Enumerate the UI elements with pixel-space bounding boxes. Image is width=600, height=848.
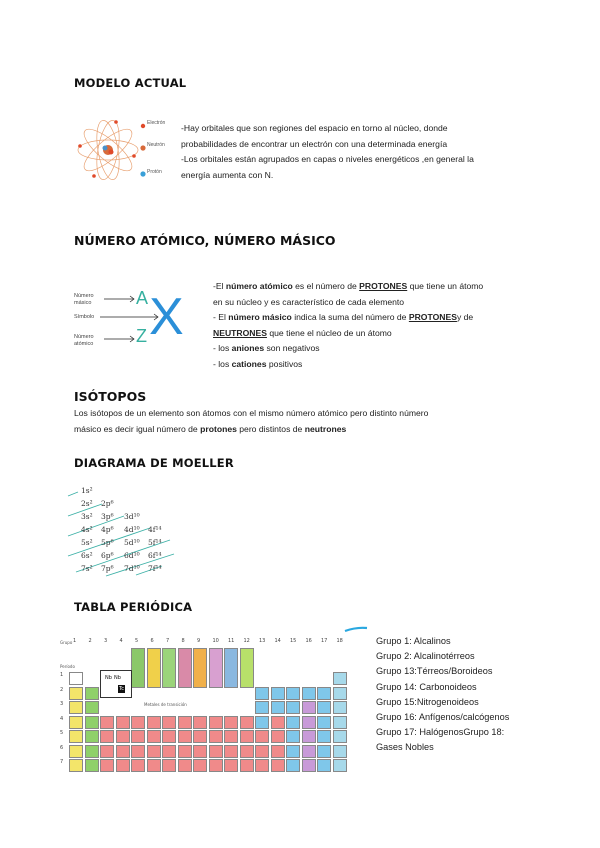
element-cell: [100, 730, 114, 743]
group-column-block: [178, 648, 192, 688]
element-cell: [85, 701, 99, 714]
group-number: 1: [73, 638, 77, 644]
text-bold: cationes: [231, 358, 267, 369]
element-cell: [333, 730, 347, 743]
group-item: Grupo 2: Alcalinotérreos: [376, 651, 475, 662]
element-cell: [178, 730, 192, 743]
text-underlined: PROTONES: [408, 312, 457, 322]
element-cell: [317, 687, 331, 700]
text-run: másico es decir igual número de: [74, 423, 201, 434]
element-cell: [178, 716, 192, 729]
section-title-isotopos: ISÓTOPOS: [74, 389, 147, 404]
period-number: 2: [60, 686, 64, 693]
numero-line-3: [213, 310, 543, 326]
label-line: másico: [74, 300, 92, 306]
group-number: 15: [290, 638, 297, 644]
blue-marker: [343, 626, 369, 634]
element-cell: [302, 730, 316, 743]
element-cell: [302, 745, 316, 758]
period-number: 4: [60, 715, 64, 722]
element-cell: [209, 716, 223, 729]
element-cell: [317, 701, 331, 714]
element-cell: [255, 716, 269, 729]
label-simbolo: Símbolo: [74, 314, 95, 320]
atom-model-diagram: [66, 110, 186, 190]
element-cell: [333, 672, 347, 685]
element-cell: [271, 701, 285, 714]
label-line: Número: [74, 293, 94, 299]
element-cell: [100, 745, 114, 758]
legend-key-symbol: Nb: [105, 675, 112, 681]
element-cell: [100, 759, 114, 772]
group-column-block: [147, 648, 161, 688]
element-cell: [131, 730, 145, 743]
period-number: 5: [60, 730, 64, 736]
element-cell: [286, 687, 300, 700]
element-cell: [333, 701, 347, 714]
element-cell: [193, 759, 207, 772]
group-column-block: [193, 648, 207, 688]
moeller-3p: 3p⁶: [101, 512, 114, 521]
element-cell: [209, 759, 223, 772]
element-cell: [147, 745, 161, 758]
group-number: 8: [181, 638, 185, 644]
group-number: 16: [305, 638, 312, 644]
element-cell: [240, 759, 254, 772]
element-cell: [255, 759, 269, 772]
group-number: 6: [150, 638, 154, 644]
element-cell: [333, 716, 347, 729]
element-cell: [116, 730, 130, 743]
moeller-5d: 5d¹⁰: [124, 538, 140, 547]
legend-key-symbol: Nb: [114, 675, 121, 681]
element-cell: [69, 701, 83, 714]
group-number: 18: [336, 638, 343, 644]
element-cell: [317, 716, 331, 729]
modelo-line: probabilidades de encontrar un electrón con una determinada energía: [181, 138, 448, 149]
label-numero-masico: [74, 293, 94, 307]
text-run: son negativos: [264, 343, 320, 353]
element-cell: [69, 745, 83, 758]
element-cell: [271, 745, 285, 758]
element-cell: [193, 730, 207, 743]
element-cell: [162, 745, 176, 758]
element-cell: [69, 759, 83, 772]
section-title-numero: NÚMERO ATÓMICO, NÚMERO MÁSICO: [74, 233, 336, 248]
text-run: que tiene un átomo: [407, 281, 484, 291]
text-bold: neutrones: [304, 423, 347, 434]
element-cell: [147, 730, 161, 743]
text-bold: protones: [200, 423, 237, 434]
text-bold: aniones: [231, 343, 265, 353]
element-cell: [286, 759, 300, 772]
periodic-table-image: [60, 636, 360, 765]
group-number: 10: [212, 638, 219, 644]
group-number: 2: [88, 638, 92, 644]
element-cell: [271, 730, 285, 743]
element-cell: [116, 745, 130, 758]
group-number: 17: [321, 638, 328, 644]
text-bold: número atómico: [225, 281, 293, 291]
element-cell: [302, 759, 316, 772]
moeller-5f: 5f¹⁴: [148, 538, 162, 547]
group-item: Grupo 14: Carbonoideos: [376, 681, 477, 692]
element-cell: [286, 745, 300, 758]
element-cell: [178, 759, 192, 772]
moeller-6f: 6f¹⁴: [148, 551, 162, 560]
element-cell: [131, 759, 145, 772]
label-line: atómico: [74, 341, 94, 347]
element-cell: [131, 745, 145, 758]
element-cell: [178, 745, 192, 758]
element-cell: [255, 730, 269, 743]
element-cell: [193, 745, 207, 758]
moeller-3s: 3s²: [81, 512, 93, 521]
moeller-4p: 4p⁶: [101, 525, 114, 534]
isotopos-line-2: [74, 422, 554, 438]
element-cell: [302, 701, 316, 714]
groups-list: [376, 634, 576, 756]
moeller-5s: 5s²: [81, 538, 93, 547]
group-column-block: [240, 648, 254, 688]
text-run: que tiene el núcleo de un átomo: [266, 327, 392, 338]
label-line: Número: [74, 334, 94, 340]
element-cell: [224, 745, 238, 758]
moeller-7s: 7s²: [81, 564, 93, 573]
group-number: 5: [135, 638, 139, 644]
element-cell: [85, 759, 99, 772]
isotopos-text: [74, 406, 554, 437]
group-column-block: [209, 648, 223, 688]
text-run: positivos: [266, 358, 303, 369]
element-cell: [271, 716, 285, 729]
moeller-6p: 6p⁶: [101, 551, 114, 560]
numero-line-2: en su núcleo y es característico de cada elemento: [213, 296, 405, 307]
element-cell: [85, 745, 99, 758]
group-item: Grupo 1: Alcalinos: [376, 636, 451, 646]
text-bold: número másico: [228, 312, 292, 322]
moeller-1s: 1s²: [81, 486, 93, 495]
section-title-modelo: MODELO ACTUAL: [74, 76, 187, 90]
element-cell: [224, 730, 238, 743]
modelo-line: -Hay orbitales que son regiones del espacio en torno al núcleo, donde: [181, 123, 448, 133]
group-item: Grupo 16: Anfígenos/calcógenos: [376, 712, 510, 723]
group-item: Grupo 17: HalógenosGrupo 18:: [376, 727, 505, 738]
element-cell: [116, 759, 130, 772]
element-cell: [85, 716, 99, 729]
element-cell: [255, 687, 269, 700]
element-cell: [193, 716, 207, 729]
element-cell: [162, 730, 176, 743]
group-number: 14: [274, 638, 281, 644]
element-cell: [271, 759, 285, 772]
modelo-line: energía aumenta con N.: [181, 169, 274, 180]
moeller-2p: 2p⁶: [101, 499, 114, 508]
element-cell: [302, 716, 316, 729]
moeller-4s: 4s²: [81, 525, 93, 534]
moeller-6d: 6d¹⁰: [124, 551, 140, 560]
text-run: - El: [213, 312, 229, 322]
group-item: Grupo 15:Nitrogenoideos: [376, 696, 479, 707]
group-header-label: Grupo: [60, 640, 73, 645]
element-cell: [69, 687, 83, 700]
element-cell: [317, 745, 331, 758]
moeller-7p: 7p⁶: [101, 564, 114, 573]
legend-electron: Electrón: [147, 120, 166, 126]
text-run: indica la suma del número de: [291, 312, 409, 322]
text-run: y de: [456, 312, 474, 322]
group-column-block: [224, 648, 238, 688]
element-cell: [317, 730, 331, 743]
element-cell: [209, 730, 223, 743]
transition-label: Metales de transición: [144, 702, 187, 707]
group-number: 12: [243, 638, 250, 644]
element-cell: [286, 716, 300, 729]
symbol-x: X: [149, 288, 184, 346]
element-cell: [162, 759, 176, 772]
legend-neutron: Neutrón: [147, 142, 165, 148]
text-run: -El: [213, 281, 226, 291]
element-cell: [333, 745, 347, 758]
numero-line-1: [213, 279, 543, 295]
legend-key-box: [100, 670, 132, 698]
group-column-block: [162, 648, 176, 688]
text-run: es el número de: [292, 281, 360, 291]
element-cell: [286, 730, 300, 743]
text-run: pero distintos de: [236, 423, 305, 434]
text-underlined: NEUTRONES: [213, 327, 267, 338]
symbol-z: Z: [136, 326, 147, 346]
isotopos-line-1: Los isótopos de un elemento son átomos con el mismo número atómico pero distinto número: [74, 408, 429, 418]
element-cell: [302, 687, 316, 700]
group-number: 4: [119, 638, 123, 644]
period-header-label: Período: [60, 664, 75, 669]
element-cell: [116, 716, 130, 729]
period-number: 6: [60, 744, 64, 751]
label-numero-atomico: [74, 334, 94, 348]
group-item: Grupo 13:Térreos/Boroideos: [376, 666, 493, 677]
moeller-6s: 6s²: [81, 551, 93, 560]
section-title-tabla: TABLA PERIÓDICA: [74, 600, 193, 614]
legend-key-symbol: Tc: [119, 686, 124, 692]
element-cell: [240, 716, 254, 729]
section-title-moeller: DIAGRAMA DE MOELLER: [74, 456, 234, 470]
element-cell: [240, 745, 254, 758]
element-cell: [131, 716, 145, 729]
moeller-3d: 3d¹⁰: [124, 512, 140, 521]
element-cell: [85, 730, 99, 743]
numero-line-4: [213, 326, 543, 342]
legend-proton: Protón: [147, 169, 162, 175]
group-column-block: [131, 648, 145, 688]
group-number: 9: [197, 638, 201, 644]
group-item: Gases Nobles: [376, 742, 434, 753]
text-run: - los: [213, 343, 232, 353]
element-cell: [100, 716, 114, 729]
element-cell: [333, 687, 347, 700]
element-cell: [333, 759, 347, 772]
numero-line-6: [213, 357, 543, 373]
modelo-line: -Los orbitales están agrupados en capas o niveles energéticos ,en general la: [181, 154, 474, 164]
element-cell: [255, 745, 269, 758]
moeller-7d: 7d¹⁰: [124, 564, 140, 573]
element-cell: [271, 687, 285, 700]
moeller-2s: 2s²: [81, 499, 93, 508]
numero-text: [213, 279, 543, 372]
moeller-7f: 7f¹⁴: [148, 564, 162, 573]
element-cell: [317, 759, 331, 772]
numero-line-5: [213, 341, 543, 357]
moeller-4f: 4f¹⁴: [148, 525, 162, 534]
group-number: 13: [259, 638, 266, 644]
group-number: 11: [228, 638, 235, 644]
period-number: 3: [60, 701, 64, 707]
element-cell: [162, 716, 176, 729]
element-cell: [209, 745, 223, 758]
group-number: 3: [104, 638, 108, 644]
element-cell: [85, 687, 99, 700]
element-cell: [69, 672, 83, 685]
element-cell: [224, 716, 238, 729]
modelo-text: [181, 121, 541, 183]
element-cell: [286, 701, 300, 714]
element-cell: [69, 716, 83, 729]
moeller-5p: 5p⁶: [101, 538, 114, 547]
text-underlined: PROTONES: [359, 281, 408, 291]
element-cell: [255, 701, 269, 714]
element-cell: [224, 759, 238, 772]
text-run: - los: [213, 358, 232, 369]
symbol-a: A: [136, 288, 149, 308]
period-number: 7: [60, 759, 64, 765]
element-cell: [147, 759, 161, 772]
element-cell: [147, 716, 161, 729]
element-cell: [69, 730, 83, 743]
moeller-4d: 4d¹⁰: [124, 525, 140, 534]
element-cell: [240, 730, 254, 743]
period-number: 1: [60, 672, 64, 678]
group-number: 7: [166, 638, 170, 644]
